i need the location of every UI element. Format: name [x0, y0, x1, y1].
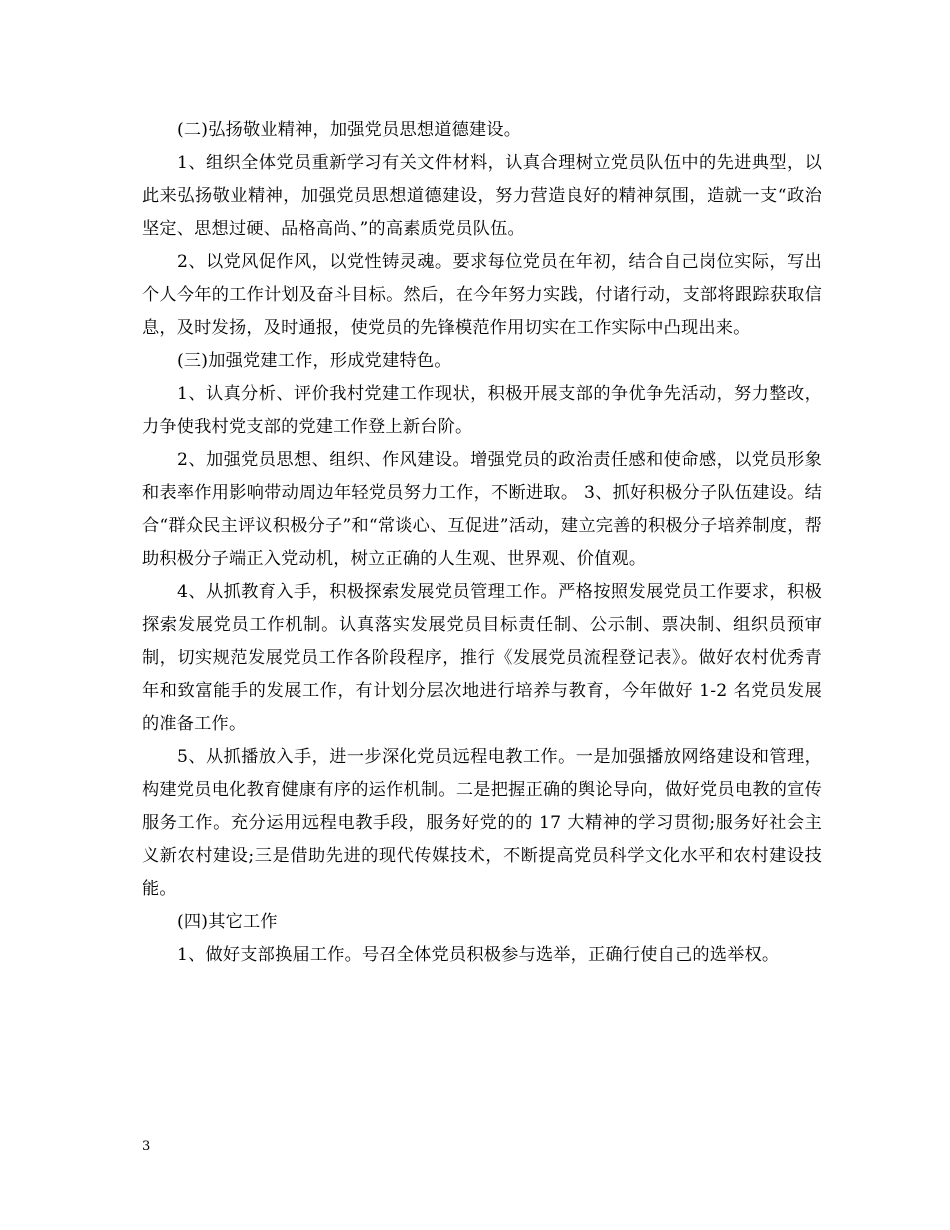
- document-body: [142, 114, 822, 972]
- paragraph: 1、认真分析、评价我村党建工作现状，积极开展支部的争优争先活动，努力整改，力争使我村党支部的党建工作登上新台阶。: [142, 384, 822, 437]
- paragraph: 1、组织全体党员重新学习有关文件材料，认真合理树立党员队伍中的先进典型，以此来弘扬敬业精神，加强党员思想道德建设，努力营造良好的精神氛围，造就一支“政治坚定、思想过硬、品格高尚、”的高素质党员队伍。: [142, 153, 822, 239]
- section-heading-4: (四)其它工作: [177, 912, 278, 932]
- section-heading-2: (二)弘扬敬业精神，加强党员思想道德建设。: [177, 120, 522, 140]
- paragraph: 2、以党风促作风，以党性铸灵魂。要求每位党员在年初，结合自己岗位实际，写出个人今年的工作计划及奋斗目标。然后，在今年努力实践，付诸行动，支部将跟踪获取信息，及时发扬，及时通报，使党员的先锋模范作用切实在工作实际中凸现出来。: [142, 252, 822, 338]
- paragraph: 1、做好支部换届工作。号召全体党员积极参与选举，正确行使自己的选举权。: [177, 945, 780, 965]
- section-heading-3: (三)加强党建工作，形成党建特色。: [177, 351, 452, 371]
- paragraph: 4、从抓教育入手，积极探索发展党员管理工作。严格按照发展党员工作要求，积极探索发展党员工作机制。认真落实发展党员目标责任制、公示制、票决制、组织员预审制，切实规范发展党员工作各阶段程序，推行《发展党员流程登记表》。做好农村优秀青年和致富能手的发展工作，有计划分层次地进行培养与教育，今年做好 1-2 名党员发展的准备工作。: [142, 582, 822, 734]
- paragraph: 5、从抓播放入手，进一步深化党员远程电教工作。一是加强播放网络建设和管理，构建党员电化教育健康有序的运作机制。二是把握正确的舆论导向，做好党员电教的宣传服务工作。充分运用远程电教手段，服务好党的的 17 大精神的学习贯彻;服务好社会主义新农村建设;三是借助先进的现代传媒技术，不断提高党员科学文化水平和农村建设技能。: [142, 747, 822, 899]
- paragraph: 2、加强党员思想、组织、作风建设。增强党员的政治责任感和使命感，以党员形象和表率作用影响带动周边年轻党员努力工作，不断进取。 3、抓好积极分子队伍建设。结合“群众民主评议积极分子”和“常谈心、互促进”活动，建立完善的积极分子培养制度，帮助积极分子端正入党动机，树立正确的人生观、世界观、价值观。: [142, 450, 822, 569]
- page-number: 3: [142, 1139, 151, 1154]
